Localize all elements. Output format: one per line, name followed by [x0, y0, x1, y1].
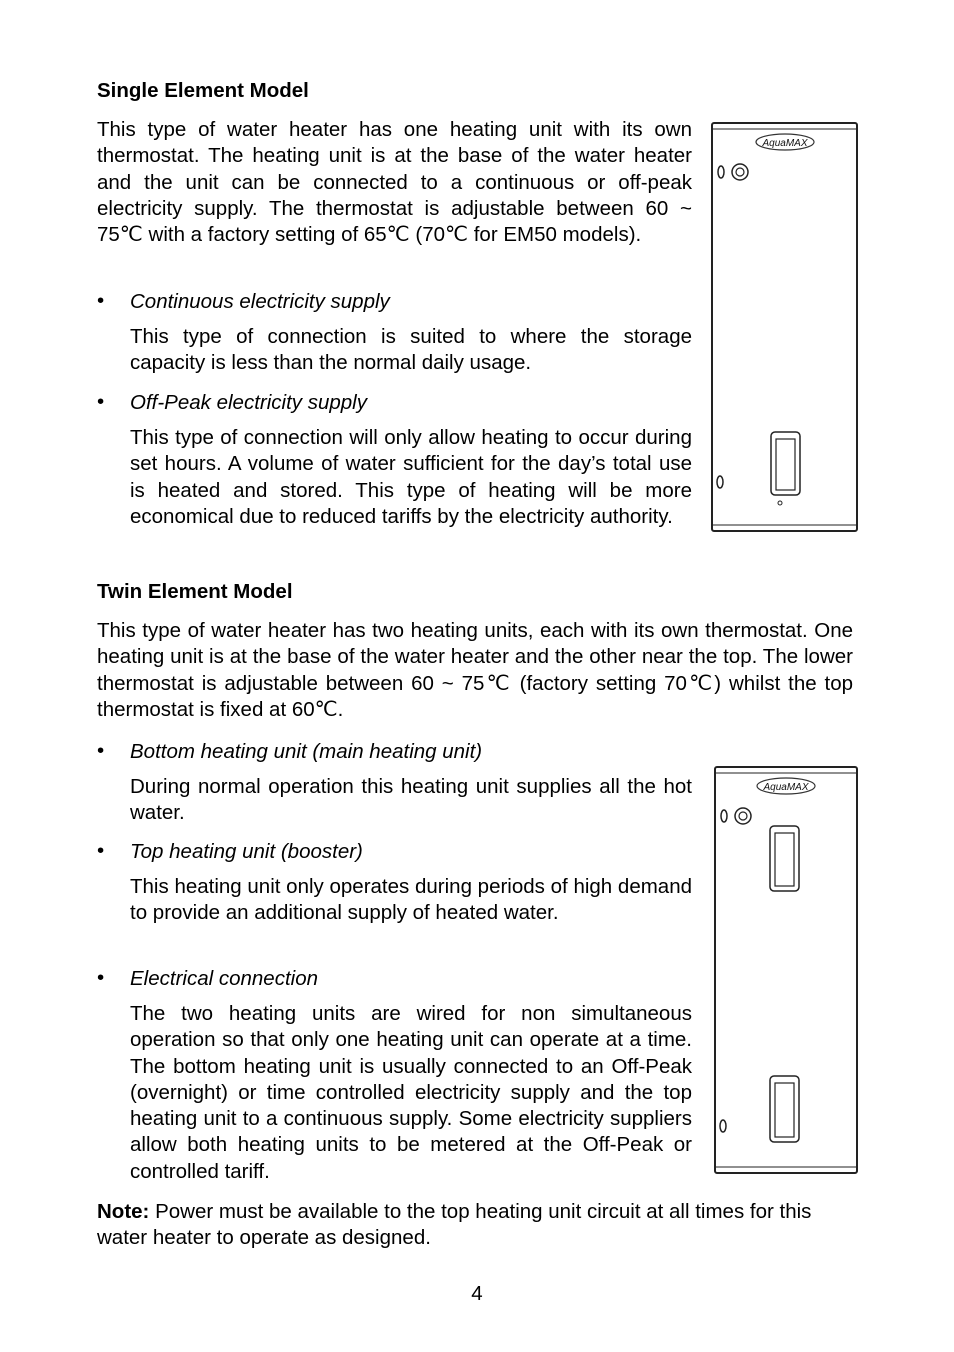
bullet-text: This heating unit only operates during periods of high demand to provide an additional supply of heated water. [130, 875, 692, 925]
bullet-icon: • [97, 289, 105, 312]
single-intro-paragraph: This type of water heater has one heating unit with its own thermostat. The heating unit is at the base of the water heater and the unit can be connected to a continuous or off-peak electricity supply. The thermostat is adjustable between 60 ~ 75℃ with a factory setting of 65℃ (70℃ for EM50 models). [97, 118, 692, 247]
bullet-item-offpeak [97, 390, 692, 530]
bullet-text: The two heating units are wired for non simultaneous operation so that only one heating unit can operate at a time. The bottom heating unit is usually connected to an Off-Peak (overnight) or time controlled electricity supply and the top heating unit to a continuous supply. Some electricity suppliers allow both heating units to be metered at the Off-Peak or controlled tariff. [130, 1002, 692, 1183]
bullet-item-top-unit [97, 839, 692, 927]
bullet-icon: • [97, 739, 105, 762]
section-heading-twin: Twin Element Model [97, 580, 293, 603]
bullet-text: This type of connection will only allow heating to occur during set hours. A volume of water sufficient for the day’s total use is heated and stored. This type of heating will be more economical due to reduced tariffs by the electricity authority. [130, 426, 692, 528]
twin-intro-paragraph: This type of water heater has two heating units, each with its own thermostat. One heating unit is at the base of the water heater and the other near the top. The lower thermostat is adjustable between 60 ~ 75℃ (factory setting 70℃) whilst the top thermostat is fixed at 60℃. [97, 619, 853, 721]
bullet-title: Off-Peak electricity supply [130, 391, 367, 414]
bullet-icon: • [97, 839, 105, 862]
bullet-item-continuous [97, 289, 692, 377]
bullet-title: Bottom heating unit (main heating unit) [130, 740, 483, 763]
bullet-text: During normal operation this heating unit supplies all the hot water. [130, 775, 692, 825]
note-text: Power must be available to the top heating unit circuit at all times for this water heater to operate as designed. [97, 1200, 812, 1250]
section-heading-single: Single Element Model [97, 79, 309, 102]
bullet-item-electrical [97, 966, 692, 1185]
note-paragraph [97, 1199, 857, 1252]
bullet-text: This type of connection is suited to where the storage capacity is less than the normal daily usage. [130, 325, 692, 375]
note-label: Note: [97, 1200, 150, 1223]
bullet-title: Top heating unit (booster) [130, 840, 363, 863]
bullet-title: Electrical connection [130, 967, 319, 990]
bullet-icon: • [97, 390, 105, 413]
page-number: 4 [471, 1282, 483, 1305]
single-element-heater-illustration [710, 121, 859, 535]
heater-logo: AquaMAX [762, 138, 808, 149]
bullet-item-bottom-unit [97, 739, 692, 827]
twin-element-heater-illustration [713, 765, 859, 1177]
heater-logo: AquaMAX [763, 782, 809, 793]
bullet-title: Continuous electricity supply [130, 290, 390, 313]
bullet-icon: • [97, 966, 105, 989]
